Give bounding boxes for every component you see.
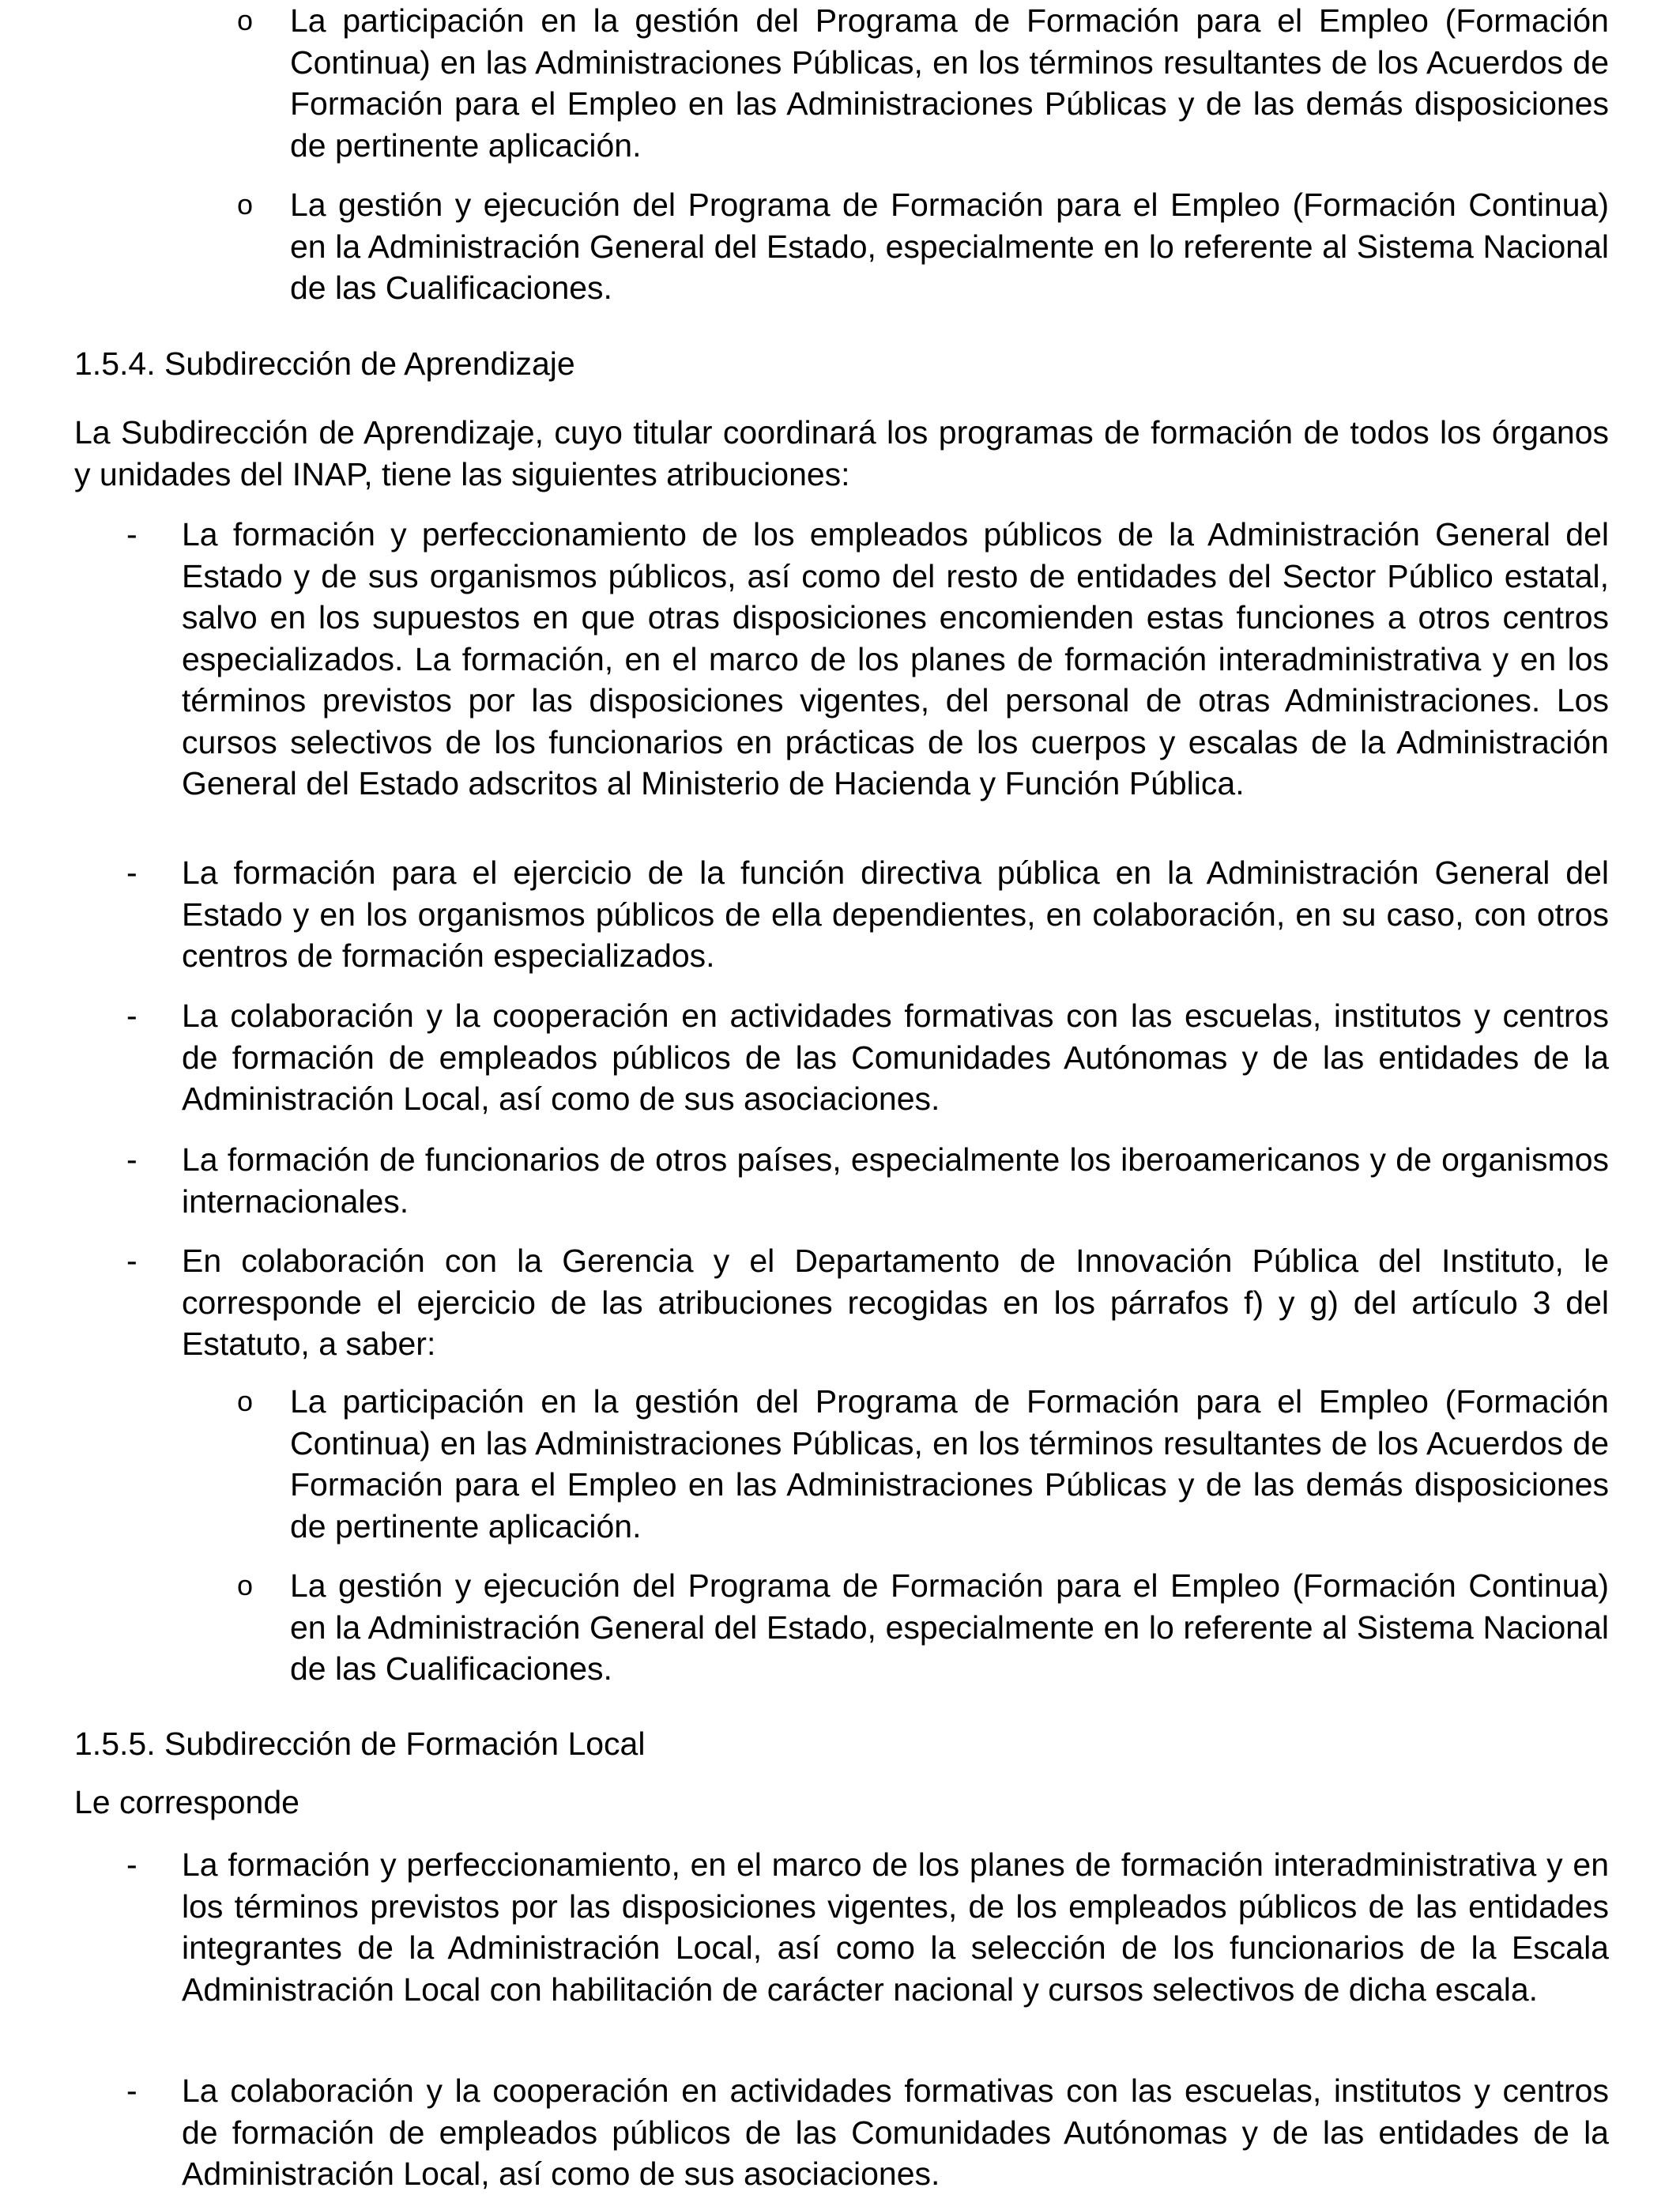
section-heading: 1.5.5. Subdirección de Formación Local xyxy=(74,1725,646,1762)
sublist-item: La gestión y ejecución del Programa de Formación para el Empleo (Formación Continua) en la Administración General del Estado, especialmente en lo referente al Sistema Nacional de las Cualificaciones. xyxy=(290,187,1609,306)
section-heading: 1.5.4. Subdirección de Aprendizaje xyxy=(74,345,575,382)
list-bullet: - xyxy=(126,854,137,891)
sublist-bullet: o xyxy=(237,4,254,36)
sublist-item: La participación en la gestión del Programa de Formación para el Empleo (Formación Continua) en las Administraciones Públicas, en los términos resultantes de los Acuerdos de Formación para el Empleo en las Administraciones Públicas y de las demás disposiciones de pertinente aplicación. xyxy=(290,2,1609,164)
sublist-item: La participación en la gestión del Programa de Formación para el Empleo (Formación Continua) en las Administraciones Públicas, en los términos resultantes de los Acuerdos de Formación para el Empleo en las Administraciones Públicas y de las demás disposiciones de pertinente aplicación. xyxy=(290,1383,1609,1544)
section-intro: Le corresponde xyxy=(74,1784,299,1820)
list-item: La formación y perfeccionamiento, en el marco de los planes de formación interadministrativa y en los términos previstos por las disposiciones vigentes, de los empleados públicos de las entidades integrantes de la Administración Local, así como la selección de los funcionarios de la Escala Administración Local con habilitación de carácter nacional y cursos selectivos de dicha escala. xyxy=(182,1846,1609,2008)
list-bullet: - xyxy=(126,1846,137,1883)
sublist-item: La gestión y ejecución del Programa de Formación para el Empleo (Formación Continua) en la Administración General del Estado, especialmente en lo referente al Sistema Nacional de las Cualificaciones. xyxy=(290,1567,1609,1687)
list-bullet: - xyxy=(126,998,137,1034)
list-item: La formación de funcionarios de otros países, especialmente los iberoamericanos y de organismos internacionales. xyxy=(182,1141,1609,1220)
sublist-bullet: o xyxy=(237,188,254,221)
list-item: La formación para el ejercicio de la función directiva pública en la Administración General del Estado y en los organismos públicos de ella dependientes, en colaboración, en su caso, con otros centros de formación especializados. xyxy=(182,854,1609,974)
section-intro: La Subdirección de Aprendizaje, cuyo titular coordinará los programas de formación de todos los órganos y unidades del INAP, tiene las siguientes atribuciones: xyxy=(74,414,1609,492)
list-bullet: - xyxy=(126,1141,137,1178)
list-item: La colaboración y la cooperación en actividades formativas con las escuelas, institutos y centros de formación de empleados públicos de las Comunidades Autónomas y de las entidades de la Administración Local, así como de sus asociaciones. xyxy=(182,998,1609,1117)
list-item: La formación y perfeccionamiento de los empleados públicos de la Administración General del Estado y de sus organismos públicos, así como del resto de entidades del Sector Público estatal, salvo en los supuestos en que otras disposiciones encomienden estas funciones a otros centros especializados. La formación, en el marco de los planes de formación interadministrativa y en los términos previstos por las disposiciones vigentes, del personal de otras Administraciones. Los cursos selectivos de los funcionarios en prácticas de los cuerpos y escalas de la Administración General del Estado adscritos al Ministerio de Hacienda y Función Pública. xyxy=(182,516,1609,801)
sublist-bullet: o xyxy=(237,1569,254,1601)
list-item: En colaboración con la Gerencia y el Departamento de Innovación Pública del Instituto, le corresponde el ejercicio de las atribuciones recogidas en los párrafos f) y g) del artículo 3 del Estatuto, a saber: xyxy=(182,1243,1609,1362)
list-bullet: - xyxy=(126,2072,137,2109)
list-item: La colaboración y la cooperación en actividades formativas con las escuelas, institutos y centros de formación de empleados públicos de las Comunidades Autónomas y de las entidades de la Administración Local, así como de sus asociaciones. xyxy=(182,2072,1609,2192)
list-bullet: - xyxy=(126,1243,137,1279)
list-bullet: - xyxy=(126,516,137,553)
sublist-bullet: o xyxy=(237,1385,254,1417)
